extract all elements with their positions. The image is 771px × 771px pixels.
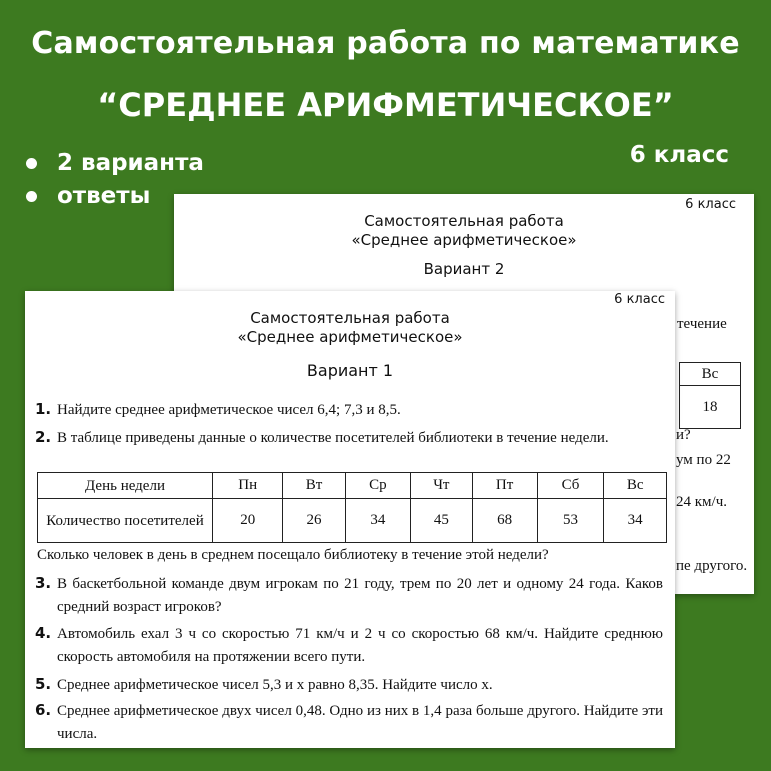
- day-cell: Пт: [472, 473, 537, 499]
- task-number: 2.: [35, 428, 52, 446]
- task-number: 3.: [35, 574, 52, 592]
- table-row-label: Количество посетителей: [38, 499, 213, 543]
- day-cell: Ср: [345, 473, 411, 499]
- value-cell: 20: [213, 499, 283, 543]
- day-cell: Чт: [411, 473, 472, 499]
- table-header-label: День недели: [38, 473, 213, 499]
- day-cell: Сб: [537, 473, 604, 499]
- bullet-icon: [26, 158, 37, 169]
- sheet-subheading: «Среднее арифметическое»: [351, 231, 577, 249]
- feature-item: ответы: [26, 180, 204, 213]
- text-fragment: ум по 22: [676, 452, 731, 468]
- banner-subtitle: “СРЕДНЕЕ АРИФМЕТИЧЕСКОЕ”: [97, 86, 674, 124]
- variant-title: Вариант 2: [423, 260, 505, 278]
- value-cell: 34: [345, 499, 411, 543]
- value-cell: 53: [537, 499, 604, 543]
- day-cell: Вт: [283, 473, 345, 499]
- banner-grade: 6 класс: [629, 142, 729, 168]
- task-text: Среднее арифметическое чисел 5,3 и x равно 8,35. Найдите число x.: [57, 677, 493, 693]
- feature-item: 2 варианта: [26, 147, 204, 180]
- sheet-heading: Самостоятельная работа: [250, 309, 450, 327]
- sheet-grade: 6 класс: [614, 292, 665, 307]
- task-number: 1.: [35, 400, 52, 418]
- task-text: Автомобиль ехал 3 ч со скоростью 71 км/ч и 2 ч со скоростью 68 км/ч. Найдите среднюю скорость автомобиля на протяжении всего пути.: [57, 626, 663, 665]
- task-2: [35, 426, 663, 450]
- text-fragment: и?: [676, 427, 691, 443]
- table-header-cell: Вс: [679, 362, 741, 386]
- task-text: В баскетбольной команде двум игрокам по 21 году, трем по 20 лет и одному 24 года. Каков средний возраст игроков?: [57, 576, 663, 615]
- table-row: [38, 499, 667, 543]
- table-question: Сколько человек в день в среднем посещало библиотеку в течение этой недели?: [37, 547, 549, 563]
- task-text: Среднее арифметическое двух чисел 0,48. Одно из них в 1,4 раза больше другого. Найдите эти числа.: [57, 703, 663, 742]
- value-cell: 26: [283, 499, 345, 543]
- task-6: [35, 699, 663, 746]
- sheet-heading: Самостоятельная работа: [364, 212, 564, 230]
- banner-title: Самостоятельная работа по математике: [31, 26, 740, 61]
- task-text: В таблице приведены данные о количестве посетителей библиотеки в течение недели.: [57, 430, 609, 446]
- task-3: [35, 572, 663, 619]
- table-row: [38, 473, 667, 499]
- text-fragment: пе другого.: [676, 558, 748, 574]
- sheet-subheading: «Среднее арифметическое»: [237, 328, 463, 346]
- task-number: 5.: [35, 675, 52, 693]
- value-cell: 68: [472, 499, 537, 543]
- bullet-icon: [26, 191, 37, 202]
- task-text: Найдите среднее арифметическое чисел 6,4; 7,3 и 8,5.: [57, 402, 401, 418]
- sheet-grade: 6 класс: [685, 197, 736, 212]
- task-number: 4.: [35, 624, 52, 642]
- text-fragment: течение: [677, 316, 727, 332]
- task-5: [35, 673, 663, 697]
- worksheet-variant-1: [25, 291, 675, 748]
- text-fragment: 24 км/ч.: [676, 494, 727, 510]
- task-1: [35, 398, 663, 422]
- table-value-cell: 18: [679, 385, 741, 429]
- task-4: [35, 622, 663, 669]
- value-cell: 34: [604, 499, 667, 543]
- day-cell: Вс: [604, 473, 667, 499]
- value-cell: 45: [411, 499, 472, 543]
- visitors-table: [37, 472, 667, 543]
- day-cell: Пн: [213, 473, 283, 499]
- task-number: 6.: [35, 701, 52, 719]
- variant-title: Вариант 1: [306, 361, 394, 380]
